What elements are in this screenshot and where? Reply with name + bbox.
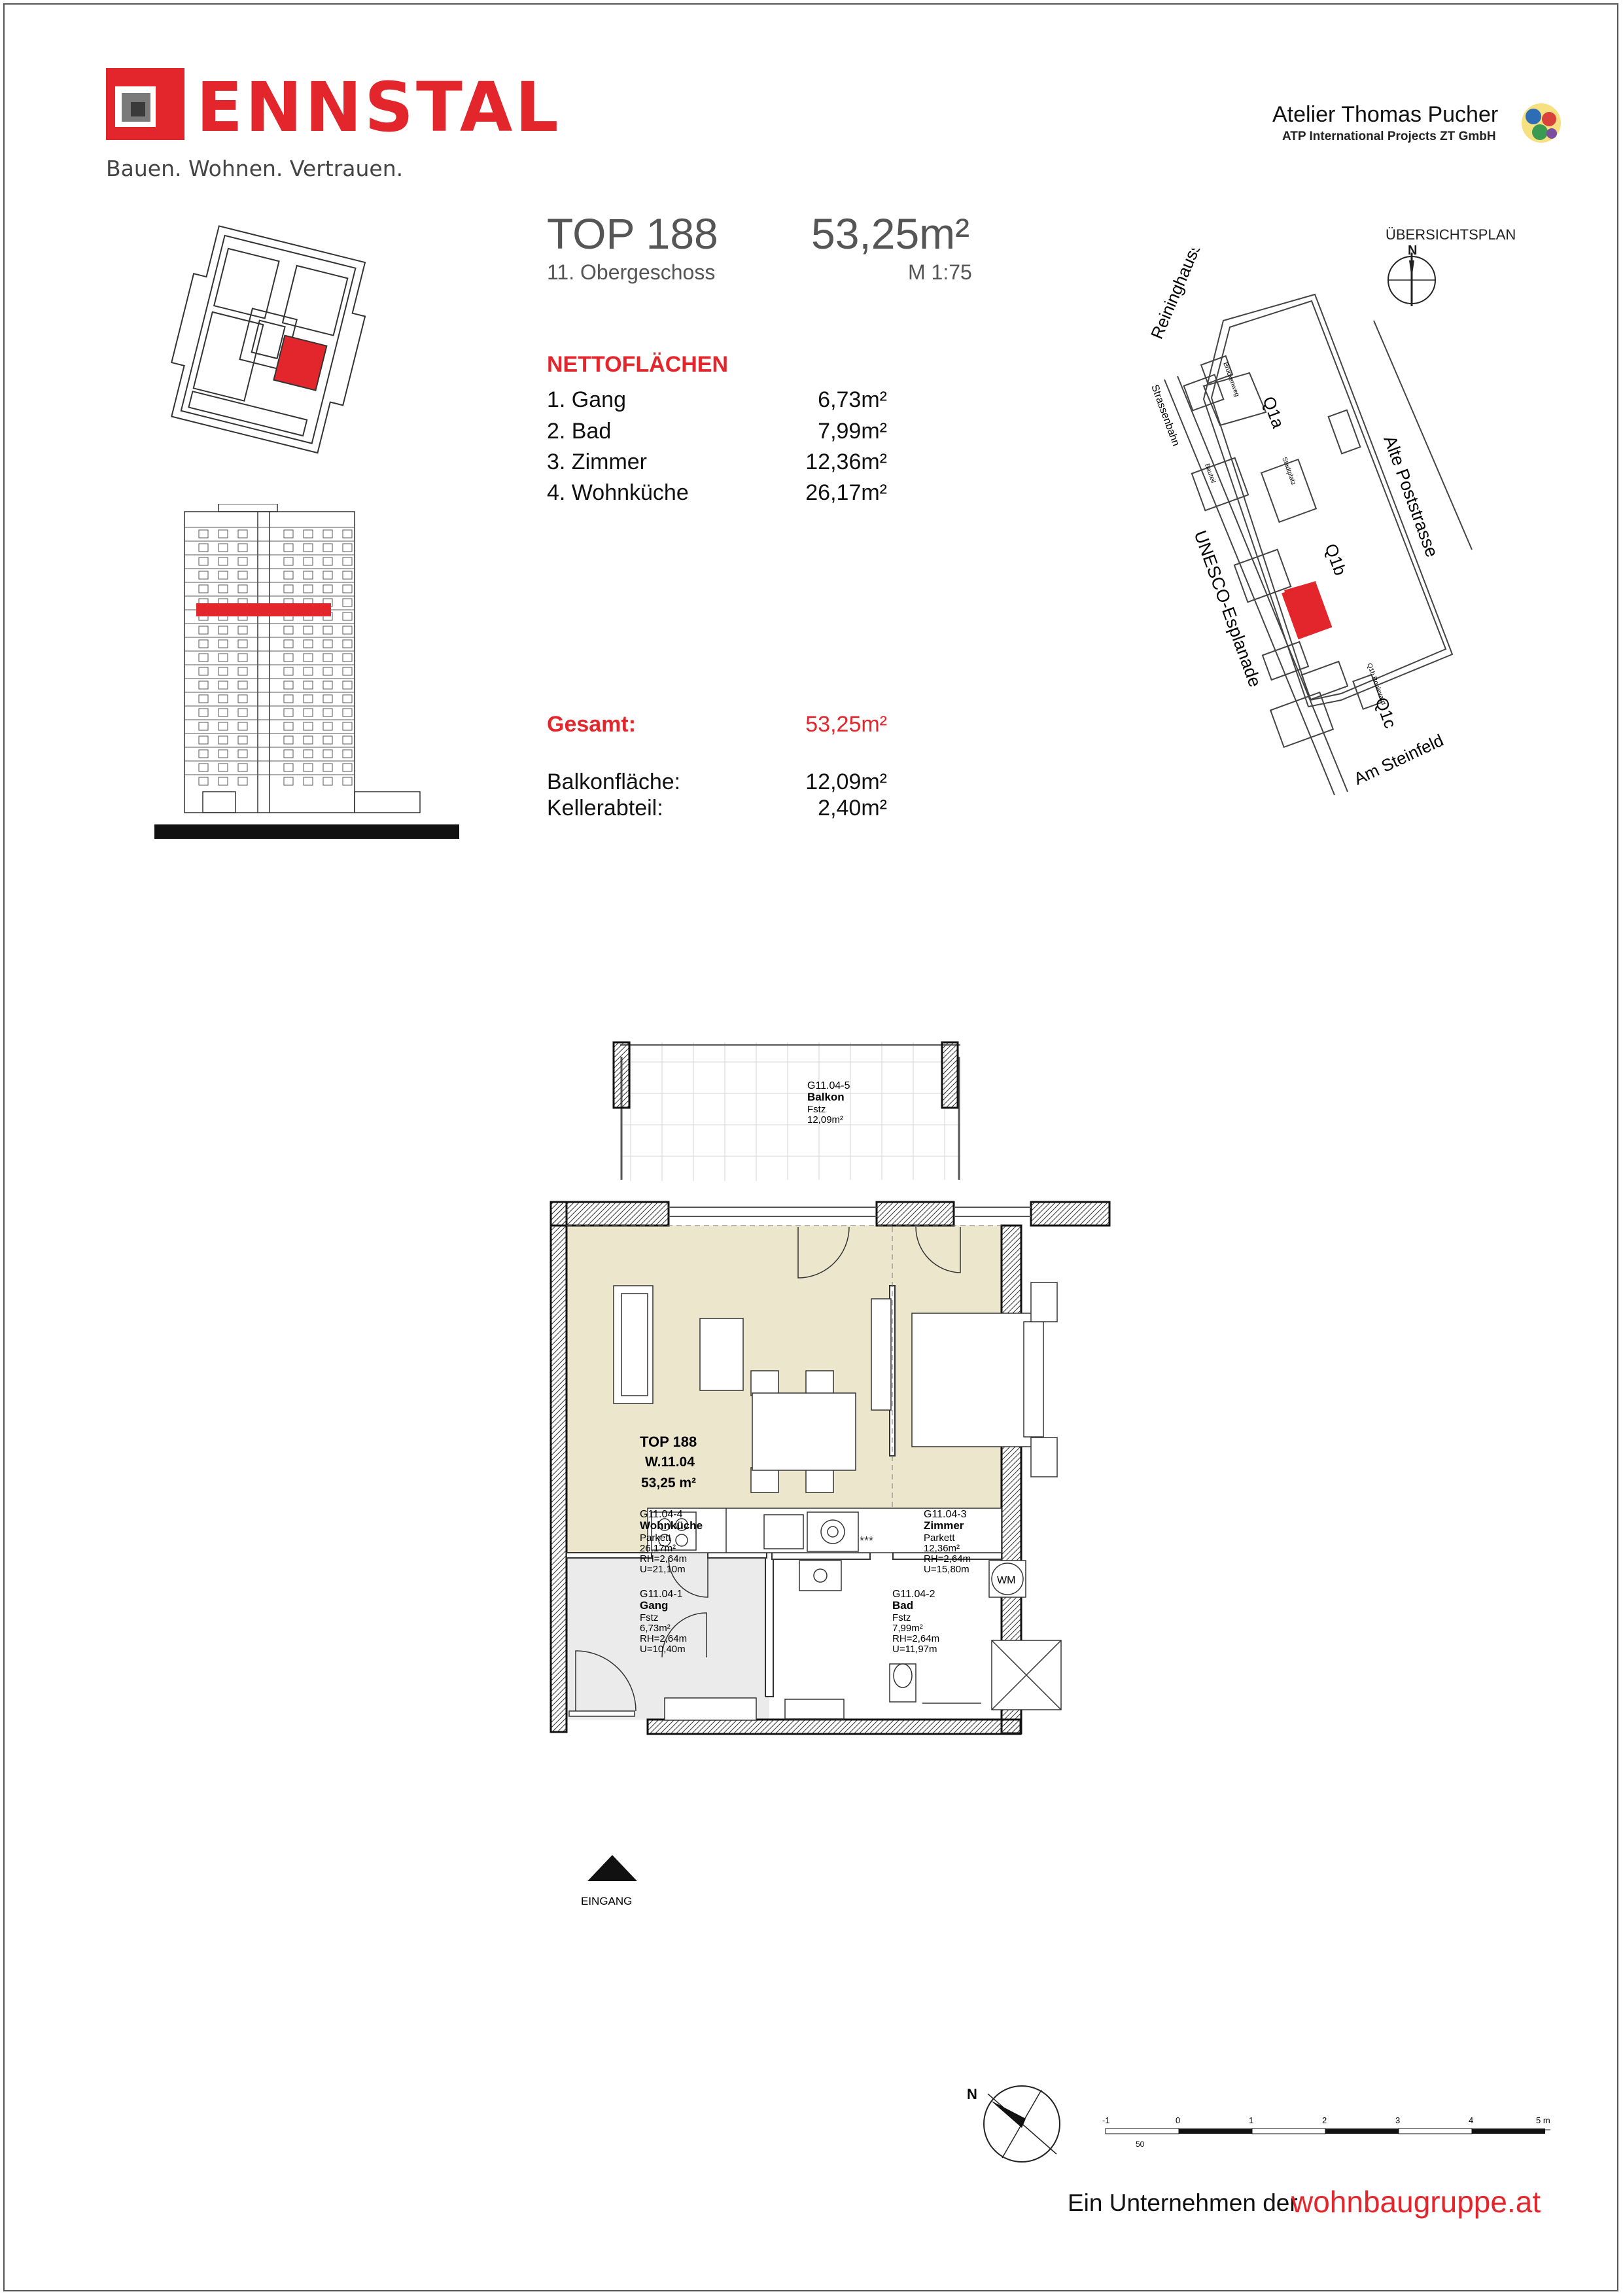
small-site-label: Bauteil	[1203, 463, 1217, 484]
elevation-window	[323, 640, 332, 648]
room-area: 12,09m²	[807, 1114, 844, 1125]
elevation-window	[323, 709, 332, 716]
elevation-window	[323, 736, 332, 744]
elevation-window	[284, 640, 293, 648]
elevation-window	[284, 557, 293, 565]
scale-tick: 0	[1176, 2115, 1181, 2125]
street-label: Reininghausstrasse	[1146, 249, 1223, 342]
elevation-window	[323, 750, 332, 758]
extra-area-value: 12,09m²	[805, 769, 887, 794]
elevation-window	[218, 764, 228, 771]
net-area-row	[547, 480, 887, 506]
elevation-window	[238, 544, 247, 552]
elevation-window	[304, 626, 313, 634]
room-code: G11.04-4	[640, 1509, 683, 1520]
elevation-window	[343, 585, 352, 593]
elevation-window	[218, 736, 228, 744]
architect-company: ATP International Projects ZT GmbH	[1282, 130, 1496, 143]
building-label: Q1c	[1371, 694, 1401, 731]
elevation-window	[218, 544, 228, 552]
elevation-window	[199, 667, 208, 675]
scale-tick: 5 m	[1536, 2115, 1550, 2125]
elevation-window	[343, 736, 352, 744]
elevation-window	[199, 750, 208, 758]
elevation-window	[218, 695, 228, 703]
elevation-window	[199, 709, 208, 716]
net-area-value: 6,73m²	[818, 387, 887, 412]
elevation-window	[199, 571, 208, 579]
elevation-window	[284, 736, 293, 744]
elevation-window	[323, 667, 332, 675]
net-area-row	[547, 387, 887, 413]
elevation-window	[343, 681, 352, 689]
unit-plan-title: TOP 188	[640, 1434, 697, 1450]
room-name: Balkon	[807, 1091, 845, 1103]
elevation-window	[304, 571, 313, 579]
elevation-window	[343, 667, 352, 675]
unit-title: TOP 188	[547, 209, 718, 258]
elevation-window	[343, 530, 352, 538]
elevation-window	[199, 681, 208, 689]
architect-name: Atelier Thomas Pucher	[1272, 102, 1499, 127]
elevation-window	[238, 667, 247, 675]
room-code: G11.04-2	[892, 1589, 935, 1600]
elevation-window	[218, 709, 228, 716]
unit-floor: 11. Obergeschoss	[547, 260, 716, 284]
elevation-window	[343, 654, 352, 662]
elevation-window	[218, 667, 228, 675]
elevation-window	[218, 626, 228, 634]
elevation-window	[343, 750, 352, 758]
street-label: Alte Poststrasse	[1380, 433, 1442, 560]
elevation-window	[238, 654, 247, 662]
svg-text:***: ***	[860, 1534, 874, 1547]
extra-area-row	[547, 769, 887, 795]
key-floor-plan	[147, 216, 396, 465]
elevation-window	[343, 557, 352, 565]
elevation-window	[284, 709, 293, 716]
room-perimeter: U=10,40m	[640, 1644, 686, 1655]
elevation-window	[304, 557, 313, 565]
total-row	[547, 712, 887, 737]
elevation-window	[304, 667, 313, 675]
net-area-row	[547, 419, 887, 444]
unit-plan-area: 53,25 m²	[641, 1475, 697, 1491]
site-plan-title: ÜBERSICHTSPLAN	[1386, 226, 1516, 243]
elevation-window	[238, 571, 247, 579]
elevation-window	[343, 571, 352, 579]
room-name: Gang	[640, 1599, 669, 1612]
elevation-window	[238, 695, 247, 703]
elevation-window	[284, 777, 293, 785]
elevation-window	[323, 764, 332, 771]
extra-area-value: 2,40m²	[818, 796, 887, 821]
elevation-window	[238, 640, 247, 648]
room-area: 12,36m²	[924, 1543, 960, 1554]
building-elevation	[153, 504, 461, 840]
elevation-window	[304, 709, 313, 716]
elevation-window	[284, 695, 293, 703]
footer-brand[interactable]: wohnbaugruppe.at	[1291, 2185, 1541, 2219]
elevation-window	[323, 722, 332, 730]
svg-text:N: N	[967, 2086, 977, 2102]
site-plan-map	[1125, 249, 1478, 798]
elevation-window	[218, 557, 228, 565]
net-area-value: 26,17m²	[805, 480, 887, 505]
scale-tick: 2	[1322, 2115, 1327, 2125]
compass-icon	[962, 2081, 1066, 2172]
elevation-window	[218, 722, 228, 730]
net-area-label: 1. Gang	[547, 387, 626, 412]
room-code: G11.04-3	[924, 1509, 967, 1520]
entrance-label: EINGANG	[581, 1895, 633, 1907]
elevation-window	[284, 764, 293, 771]
elevation-window	[199, 585, 208, 593]
elevation-window	[323, 654, 332, 662]
elevation-window	[323, 777, 332, 785]
room-area: 26,17m²	[640, 1543, 676, 1554]
street-label: Am Steinfeld	[1350, 730, 1447, 789]
elevation-window	[323, 626, 332, 634]
elevation-window	[218, 777, 228, 785]
scale-tick: 1	[1249, 2115, 1254, 2125]
elevation-window	[284, 722, 293, 730]
elevation-window	[343, 626, 352, 634]
room-name: Wohnküche	[640, 1519, 703, 1532]
elevation-window	[343, 612, 352, 620]
room-floor: Fstz	[640, 1612, 659, 1623]
elevation-window	[323, 557, 332, 565]
scale-tick: 4	[1469, 2115, 1474, 2125]
scale-bar	[1099, 2110, 1557, 2156]
scale-tick: 3	[1395, 2115, 1401, 2125]
elevation-window	[323, 571, 332, 579]
elevation-window	[199, 695, 208, 703]
ennstal-logo	[106, 68, 184, 140]
elevation-window	[218, 640, 228, 648]
street-label: Strassenbahn	[1149, 383, 1181, 448]
net-area-label: 4. Wohnküche	[547, 480, 689, 505]
room-area: 6,73m²	[640, 1623, 671, 1634]
extra-area-row	[547, 796, 887, 821]
elevation-window	[199, 544, 208, 552]
elevation-window	[218, 681, 228, 689]
elevation-window	[304, 640, 313, 648]
elevation-window	[343, 709, 352, 716]
net-area-label: 2. Bad	[547, 419, 612, 444]
room-perimeter: U=11,97m	[892, 1644, 937, 1655]
elevation-window	[218, 585, 228, 593]
room-area: 7,99m²	[892, 1623, 923, 1634]
unit-area: 53,25m²	[811, 209, 970, 258]
elevation-window	[304, 681, 313, 689]
elevation-window	[238, 764, 247, 771]
elevation-window	[304, 764, 313, 771]
room-height: RH=2,64m	[892, 1633, 940, 1644]
elevation-window	[284, 544, 293, 552]
room-height: RH=2,64m	[640, 1553, 688, 1564]
net-area-value: 7,99m²	[818, 419, 887, 444]
elevation-window	[199, 557, 208, 565]
scale-tick: -1	[1102, 2115, 1110, 2125]
room-code: G11.04-1	[640, 1589, 683, 1600]
elevation-window	[323, 530, 332, 538]
elevation-window	[199, 640, 208, 648]
room-floor: Parkett	[924, 1532, 955, 1544]
elevation-window	[199, 777, 208, 785]
elevation-window	[238, 750, 247, 758]
building-label: Q1a	[1259, 393, 1289, 431]
elevation-window	[199, 736, 208, 744]
room-perimeter: U=21,10m	[640, 1564, 686, 1575]
room-floor: Parkett	[640, 1532, 671, 1544]
unit-scale: M 1:75	[908, 260, 972, 284]
total-value: 53,25m²	[805, 712, 887, 737]
total-label: Gesamt:	[547, 712, 637, 737]
elevation-window	[343, 599, 352, 607]
elevation-window	[238, 736, 247, 744]
elevation-window	[304, 654, 313, 662]
scale-sub-tick: 50	[1136, 2140, 1145, 2149]
elevation-window	[343, 544, 352, 552]
unit-plan-code: W.11.04	[645, 1455, 695, 1470]
elevation-window	[304, 777, 313, 785]
elevation-window	[284, 571, 293, 579]
room-height: RH=2,64m	[640, 1633, 688, 1644]
elevation-window	[284, 654, 293, 662]
elevation-window	[284, 681, 293, 689]
brand-name: ENNSTAL	[196, 67, 561, 147]
elevation-window	[238, 585, 247, 593]
elevation-window	[304, 530, 313, 538]
elevation-window	[238, 530, 247, 538]
elevation-window	[323, 544, 332, 552]
north-label: N	[1408, 243, 1418, 258]
elevation-window	[304, 750, 313, 758]
elevation-window	[238, 722, 247, 730]
architect-logo	[1518, 99, 1565, 147]
floor-plan	[536, 1031, 1125, 1920]
room-perimeter: U=15,80m	[924, 1564, 969, 1575]
elevation-window	[304, 736, 313, 744]
elevation-window	[343, 695, 352, 703]
net-areas-heading: NETTOFLÄCHEN	[547, 352, 729, 377]
elevation-window	[323, 695, 332, 703]
room-code: G11.04-5	[807, 1080, 850, 1091]
net-area-label: 3. Zimmer	[547, 450, 647, 474]
elevation-window	[238, 709, 247, 716]
elevation-window	[323, 585, 332, 593]
elevation-window	[304, 544, 313, 552]
room-name: Zimmer	[924, 1519, 964, 1532]
elevation-window	[284, 750, 293, 758]
elevation-window	[238, 557, 247, 565]
elevation-window	[304, 695, 313, 703]
net-area-row	[547, 450, 887, 475]
elevation-window	[284, 585, 293, 593]
extra-area-label: Kellerabteil:	[547, 796, 663, 821]
elevation-window	[199, 654, 208, 662]
elevation-window	[238, 681, 247, 689]
net-area-value: 12,36m²	[805, 450, 887, 474]
small-site-label: Q1b Boulevard	[1365, 662, 1387, 706]
small-site-label: Brückenweg	[1221, 361, 1241, 398]
elevation-window	[238, 777, 247, 785]
street-label: UNESCO-Esplanade	[1190, 527, 1265, 690]
elevation-window	[199, 530, 208, 538]
brand-tagline: Bauen. Wohnen. Vertrauen.	[106, 156, 404, 181]
elevation-window	[284, 626, 293, 634]
elevation-window	[218, 530, 228, 538]
elevation-window	[323, 681, 332, 689]
elevation-window	[284, 530, 293, 538]
building-label: Q1b	[1321, 540, 1351, 578]
elevation-window	[199, 722, 208, 730]
room-floor: Fstz	[807, 1104, 826, 1115]
elevation-window	[238, 626, 247, 634]
elevation-window	[304, 585, 313, 593]
room-height: RH=2,64m	[924, 1553, 971, 1564]
room-floor: Fstz	[892, 1612, 911, 1623]
elevation-window	[218, 750, 228, 758]
elevation-window	[304, 722, 313, 730]
room-name: Bad	[892, 1599, 914, 1612]
elevation-window	[199, 764, 208, 771]
elevation-window	[343, 640, 352, 648]
elevation-window	[218, 654, 228, 662]
washing-machine-label: WM	[997, 1575, 1016, 1586]
small-site-label: Stadtplatz	[1280, 456, 1297, 486]
elevation-window	[343, 722, 352, 730]
elevation-window	[343, 764, 352, 771]
elevation-window	[218, 571, 228, 579]
footer-text: Ein Unternehmen der	[1068, 2189, 1298, 2216]
extra-area-label: Balkonfläche:	[547, 769, 681, 794]
elevation-window	[284, 667, 293, 675]
elevation-window	[199, 626, 208, 634]
elevation-window	[343, 777, 352, 785]
